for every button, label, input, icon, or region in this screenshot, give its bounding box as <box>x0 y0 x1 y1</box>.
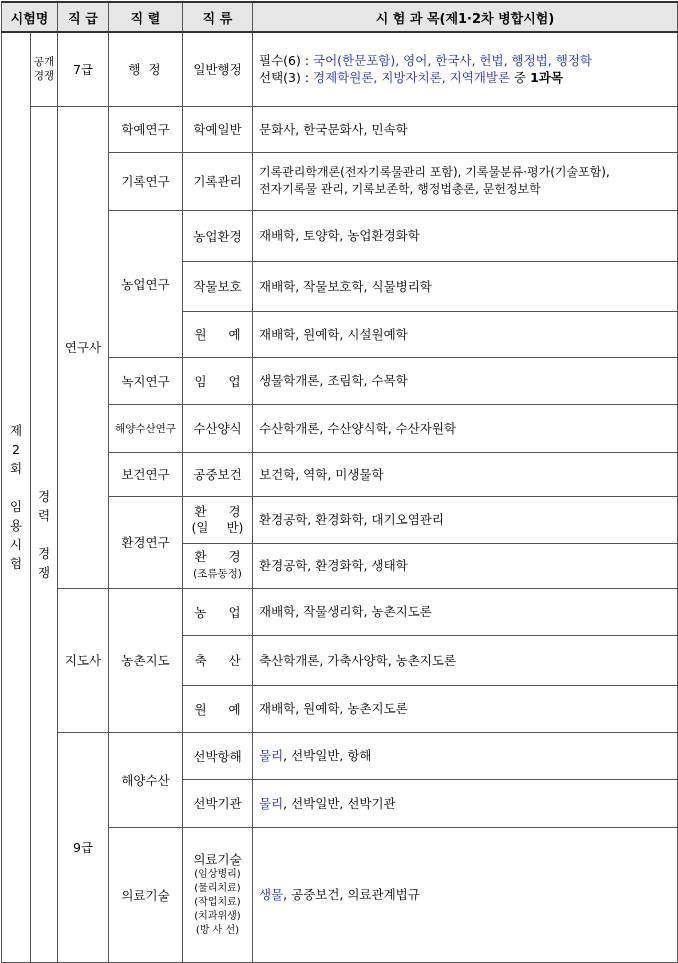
subjects-line: 기록관리학개론(전자기록물관리 포함), 기록물분류·평가(기술포함), <box>259 165 610 179</box>
grade-cell: 지도사 <box>58 588 109 732</box>
subjects-cell: 재배학, 작물보호학, 식물병리학 <box>253 261 678 311</box>
header-row <box>2 2 678 32</box>
subjects-cell: 환경공학, 환경화학, 생태학 <box>253 543 678 588</box>
subject-highlight: 생물 <box>259 887 284 902</box>
class-cell: 선박항해 <box>183 732 253 779</box>
table-row <box>2 732 678 779</box>
subjects-cell <box>253 732 678 779</box>
class-cell: 농 업 <box>183 588 253 635</box>
elective-suffix: 중 <box>510 70 531 86</box>
subjects-cell <box>253 779 678 827</box>
exam-name-char: 2 <box>12 442 20 458</box>
subjects-cell: 생물학개론, 조림학, 수목학 <box>253 357 678 404</box>
exam-name-cell <box>2 32 31 962</box>
series-cell: 해양수산 <box>109 732 183 827</box>
exam-name-char: 임 <box>9 499 23 515</box>
series-cell: 의료기술 <box>109 827 183 962</box>
subjects-cell: 재배학, 원예학, 농촌지도론 <box>253 685 678 732</box>
career-competition-char: 쟁 <box>37 564 51 580</box>
table-row <box>2 32 678 106</box>
class-sub: (일 반) <box>191 519 244 535</box>
career-competition-char: 력 <box>37 507 51 523</box>
subjects-line: 전자기록물 관리, 기록보존학, 행정법총론, 문헌정보학 <box>259 182 541 196</box>
series-cell: 농촌지도 <box>109 588 183 732</box>
class-sub: (물리치료) <box>194 883 241 894</box>
career-competition-cell <box>31 106 58 962</box>
class-cell: 학예일반 <box>183 106 253 152</box>
class-cell: 일반행정 <box>183 32 253 106</box>
grade-cell: 7급 <box>58 32 109 106</box>
series-cell: 보건연구 <box>109 452 183 496</box>
subjects-cell: 축산학개론, 가축사양학, 농촌지도론 <box>253 635 678 685</box>
class-cell: 임 업 <box>183 357 253 404</box>
class-cell: 선박기관 <box>183 779 253 827</box>
class-cell: 작물보호 <box>183 261 253 311</box>
table-row <box>2 588 678 635</box>
open-competition-label: 공개 <box>33 56 55 69</box>
grade-cell: 연구사 <box>58 106 109 588</box>
class-sub: (방 사 선) <box>195 925 240 936</box>
class-cell: 공중보건 <box>183 452 253 496</box>
subject-rest: , 공중보건, 의료관계법규 <box>283 887 420 902</box>
class-main: 의료기술 <box>193 852 242 867</box>
exam-name-char: 용 <box>9 518 23 534</box>
class-cell: 원 예 <box>183 311 253 357</box>
class-sub: (임상병리) <box>194 869 241 880</box>
required-subjects: 국어(한문포함), 영어, 한국사, 헌법, 행정법, 행정학 <box>313 53 592 69</box>
career-competition-char: 경 <box>37 545 51 561</box>
class-sub: (작업치료) <box>194 897 241 908</box>
class-cell: 농업환경 <box>183 210 253 261</box>
elective-count: 1과목 <box>530 70 563 86</box>
class-sub: (조류동정) <box>193 568 242 580</box>
subject-rest: , 선박일반, 선박기관 <box>283 795 396 811</box>
open-competition-cell <box>31 32 58 106</box>
class-cell <box>183 827 253 962</box>
class-cell: 수산양식 <box>183 404 253 452</box>
series-cell: 행 정 <box>109 32 183 106</box>
class-sub: (치과위생) <box>194 911 241 922</box>
class-cell <box>183 496 253 543</box>
series-cell: 농업연구 <box>109 210 183 357</box>
grade-cell: 9급 <box>58 732 109 962</box>
series-cell: 기록연구 <box>109 152 183 210</box>
subjects-cell <box>253 827 678 962</box>
series-cell: 녹지연구 <box>109 357 183 404</box>
series-cell: 해양수산연구 <box>109 404 183 452</box>
subjects-cell: 수산학개론, 수산양식학, 수산자원학 <box>253 404 678 452</box>
class-main: 환 경 <box>194 549 241 564</box>
class-cell: 축 산 <box>183 635 253 685</box>
subjects-cell <box>253 152 678 210</box>
required-prefix: 필수(6) : <box>259 53 314 69</box>
exam-name-char: 험 <box>9 556 23 572</box>
subjects-cell: 환경공학, 환경화학, 대기오염관리 <box>253 496 678 543</box>
elective-prefix: 선택(3) : <box>259 70 314 86</box>
series-cell: 학예연구 <box>109 106 183 152</box>
class-cell: 기록관리 <box>183 152 253 210</box>
subject-highlight: 물리 <box>259 795 284 811</box>
class-cell: 원 예 <box>183 685 253 732</box>
elective-subjects: 경제학원론, 지방자치론, 지역개발론 <box>313 70 511 86</box>
header-exam-name: 시험명 <box>2 2 58 32</box>
subjects-cell: 문화사, 한국문화사, 민속학 <box>253 106 678 152</box>
subjects-cell: 재배학, 원예학, 시설원예학 <box>253 311 678 357</box>
header-series: 직 렬 <box>109 2 183 32</box>
table-row <box>2 106 678 152</box>
exam-name-char: 시 <box>9 537 23 553</box>
career-competition-char: 경 <box>37 488 51 504</box>
exam-subjects-table <box>1 1 678 963</box>
subjects-cell: 보건학, 역학, 미생물학 <box>253 452 678 496</box>
series-cell: 환경연구 <box>109 496 183 588</box>
subject-highlight: 물리 <box>259 748 284 763</box>
class-cell <box>183 543 253 588</box>
subjects-cell <box>253 32 678 106</box>
exam-name-char: 제 <box>9 423 23 439</box>
header-class: 직 류 <box>183 2 253 32</box>
header-subjects: 시 험 과 목(제1·2차 병합시험) <box>253 2 678 32</box>
subjects-cell: 재배학, 작물생리학, 농촌지도론 <box>253 588 678 635</box>
open-competition-label: 경쟁 <box>33 70 55 83</box>
header-grade: 직 급 <box>58 2 109 32</box>
class-main: 환 경 <box>194 503 241 519</box>
subjects-cell: 재배학, 토양학, 농업환경화학 <box>253 210 678 261</box>
exam-name-char: 회 <box>9 461 23 477</box>
subject-rest: , 선박일반, 항해 <box>283 748 372 763</box>
